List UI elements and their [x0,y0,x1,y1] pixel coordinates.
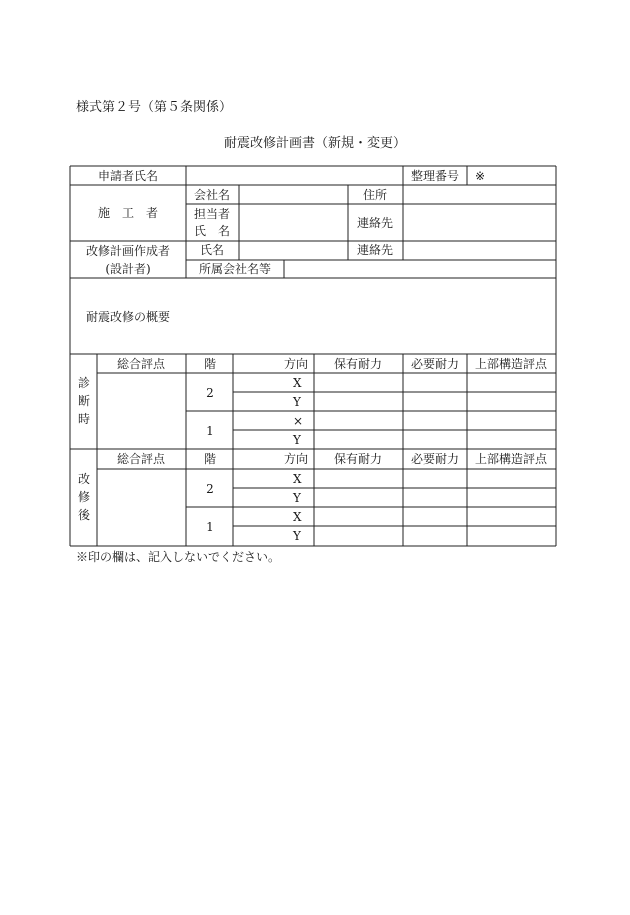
affiliation-label: 所属会社名等 [198,262,272,276]
form-number: 様式第２号（第５条関係） [76,100,233,115]
form-title: 耐震改修計画書（新規・変更） [223,136,406,151]
diagnosis-section-label-2: 断 [77,394,91,408]
designer-name-label: 氏名 [199,243,225,257]
diagnosis-header-floor: 階 [203,357,217,371]
after-header-held-strength: 保有耐力 [333,452,383,466]
footnote: ※印の欄は、記入しないでください。 [76,550,281,564]
reference-number-label: 整理番号 [410,169,460,183]
after-header-upper-structure-score: 上部構造評点 [474,452,548,466]
after-floor-1: 1 [206,520,214,534]
after-direction-row1: X [293,472,302,486]
diagnosis-direction-row1: X [293,376,302,390]
designer-label-line2: (設計者) [105,262,151,276]
after-direction-row3: X [293,510,302,524]
retrofit-overview-label: 耐震改修の概要 [85,310,171,324]
person-in-charge-label-line1: 担当者 [193,207,231,221]
contractor-label: 施 工 者 [97,206,159,220]
after-header-direction: 方向 [284,452,309,466]
after-section-label-2: 修 [77,490,91,504]
after-floor-2: 2 [206,482,214,496]
diagnosis-section-label-3: 時 [77,412,91,426]
reference-number-field: ※ [475,169,486,183]
diagnosis-direction-row3: × [293,414,304,428]
diagnosis-floor-1: 1 [206,424,214,438]
after-direction-row2: Y [293,491,301,505]
person-in-charge-label-line2: 氏 名 [193,224,231,238]
diagnosis-header-required-strength: 必要耐力 [410,357,460,371]
after-header-required-strength: 必要耐力 [410,452,460,466]
address-label: 住所 [362,188,388,202]
company-name-label: 会社名 [193,188,231,202]
designer-contact-label: 連絡先 [356,243,394,257]
designer-label-line1: 改修計画作成者 [85,244,171,258]
diagnosis-header-total-score: 総合評点 [116,357,166,371]
after-section-label-3: 後 [77,508,91,522]
diagnosis-direction-row4: Y [293,433,301,447]
diagnosis-header-direction: 方向 [284,357,309,371]
diagnosis-direction-row2: Y [293,395,301,409]
after-direction-row4: Y [293,529,301,543]
diagnosis-floor-2: 2 [206,386,214,400]
after-section-label-1: 改 [77,472,91,486]
diagnosis-header-held-strength: 保有耐力 [333,357,383,371]
diagnosis-section-label-1: 診 [77,376,91,390]
contractor-contact-label: 連絡先 [356,216,394,230]
after-header-total-score: 総合評点 [116,452,166,466]
after-header-floor: 階 [203,452,217,466]
diagnosis-header-upper-structure-score: 上部構造評点 [474,357,548,371]
applicant-name-label: 申請者氏名 [97,169,159,183]
